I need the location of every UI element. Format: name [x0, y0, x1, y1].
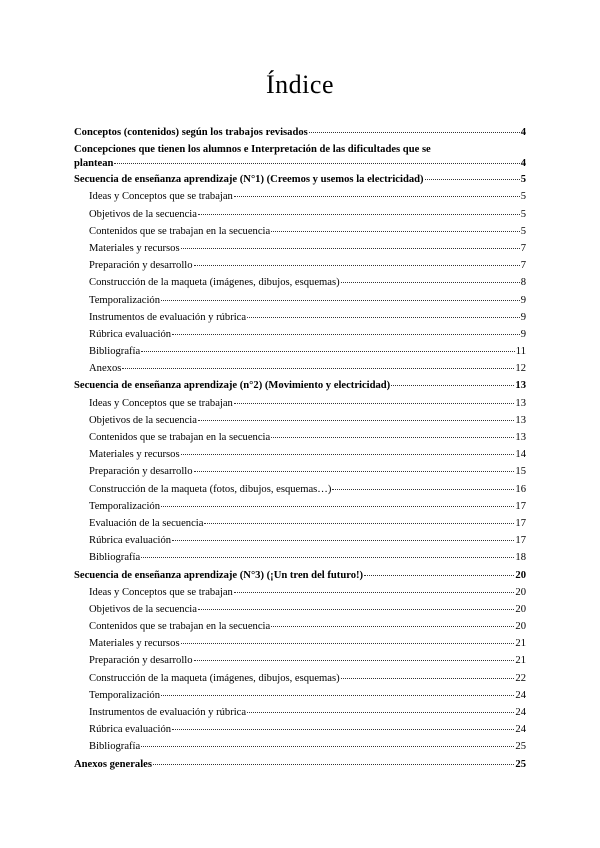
toc-entry[interactable] — [74, 429, 526, 446]
toc-entry-page: 14 — [515, 449, 526, 461]
toc-entry-page: 25 — [515, 758, 526, 770]
toc-entry-page: 7 — [520, 242, 526, 254]
toc-entry-label: Ideas y Conceptos que se trabajan — [89, 586, 233, 598]
toc-entry-label: Objetivos de la secuencia — [89, 603, 197, 615]
toc-entry[interactable] — [74, 141, 526, 171]
dot-leader — [425, 178, 520, 180]
toc-entry-label: Preparación y desarrollo — [89, 466, 193, 478]
toc-entry-label: Construcción de la maqueta (imágenes, dibujos, esquemas) — [89, 277, 340, 289]
toc-entry-page: 5 — [520, 174, 526, 186]
toc-entry-label: Construcción de la maqueta (fotos, dibujos, esquemas…) — [89, 483, 332, 495]
toc-entry[interactable] — [74, 446, 526, 463]
toc-entry-label: Preparación y desarrollo — [89, 260, 193, 272]
toc-entry-page: 21 — [515, 655, 526, 667]
toc-entry-label: Construcción de la maqueta (imágenes, dibujos, esquemas) — [89, 672, 340, 684]
toc-entry-page: 8 — [520, 277, 526, 289]
toc-entry-page: 18 — [515, 552, 526, 564]
dot-leader — [234, 402, 515, 404]
toc-entry[interactable] — [74, 171, 526, 188]
toc-entry-page: 13 — [515, 380, 526, 392]
dot-leader — [161, 694, 514, 696]
dot-leader — [153, 763, 514, 765]
toc-entry-page: 13 — [515, 397, 526, 409]
toc-entry-label: Anexos — [89, 363, 122, 375]
toc-entry-label: Secuencia de enseñanza aprendizaje (n°2) (Movimiento y electricidad) — [74, 380, 391, 392]
toc-entry-page: 12 — [515, 363, 526, 375]
dot-leader — [122, 367, 514, 369]
dot-leader — [172, 539, 514, 541]
toc-entry-label: Contenidos que se trabajan en la secuencia — [89, 621, 271, 633]
dot-leader — [172, 728, 514, 730]
toc-entry-label: Secuencia de enseñanza aprendizaje (N°3) (¡Un tren del futuro!) — [74, 569, 364, 581]
toc-entry-page: 21 — [515, 638, 526, 650]
toc-entry-page: 17 — [515, 535, 526, 547]
toc-entry-page: 20 — [515, 603, 526, 615]
toc-entry[interactable] — [74, 756, 526, 773]
toc-entry-label: Bibliografía — [89, 741, 141, 753]
toc-entry[interactable] — [74, 515, 526, 532]
toc-entry[interactable] — [74, 601, 526, 618]
toc-entry[interactable] — [74, 257, 526, 274]
toc-entry[interactable] — [74, 463, 526, 480]
toc-entry-label: Contenidos que se trabajan en la secuencia — [89, 225, 271, 237]
toc-entry[interactable] — [74, 532, 526, 549]
toc-entry-page: 9 — [520, 294, 526, 306]
toc-entry[interactable] — [74, 309, 526, 326]
toc-entry-page: 24 — [515, 689, 526, 701]
toc-entry[interactable] — [74, 584, 526, 601]
toc-entry-label: Conceptos (contenidos) según los trabajos revisados — [74, 127, 308, 138]
toc-entry-page: 24 — [515, 724, 526, 736]
toc-entry-label: Objetivos de la secuencia — [89, 208, 197, 220]
toc-entry-label: Secuencia de enseñanza aprendizaje (N°1) (Creemos y usemos la electricidad) — [74, 174, 424, 186]
toc-entry-page: 24 — [515, 707, 526, 718]
toc-entry-label: Bibliografía — [89, 552, 141, 564]
toc-entry-page: 5 — [520, 208, 526, 220]
toc-entry-label: Concepciones que tienen los alumnos e Interpretación de las dificultades que se — [74, 144, 431, 156]
dot-leader — [198, 608, 514, 610]
toc-entry-label: Temporalización — [89, 294, 161, 306]
toc-entry-label: Materiales y recursos — [89, 449, 180, 461]
toc-entry[interactable] — [74, 652, 526, 669]
dot-leader — [198, 419, 514, 421]
toc-entry-page: 17 — [515, 517, 526, 529]
toc-entry-label: Objetivos de la secuencia — [89, 414, 197, 426]
dot-leader — [172, 333, 520, 335]
toc-entry-page: 9 — [520, 311, 526, 323]
toc-entry-page: 20 — [515, 621, 526, 633]
dot-leader — [198, 213, 520, 215]
toc-entry[interactable] — [74, 567, 526, 584]
toc-entry[interactable] — [74, 412, 526, 429]
toc-entry[interactable] — [74, 635, 526, 652]
toc-entry[interactable] — [74, 223, 526, 240]
toc-entry-label: Rúbrica evaluación — [89, 535, 172, 547]
dot-leader — [141, 350, 515, 352]
toc-entry-label: Preparación y desarrollo — [89, 655, 193, 667]
toc-entry-page: 5 — [520, 191, 526, 203]
toc-entry-page: 4 — [520, 158, 526, 170]
toc-entry-page: 7 — [520, 260, 526, 272]
toc-entry[interactable] — [74, 738, 526, 755]
toc-entry[interactable] — [74, 481, 526, 498]
dot-leader — [161, 505, 514, 507]
page-title: Índice — [266, 70, 334, 99]
dot-leader — [141, 556, 514, 558]
toc-entry-label: Bibliografía — [89, 346, 141, 358]
toc-entry[interactable] — [74, 360, 526, 377]
toc-entry[interactable] — [74, 188, 526, 205]
dot-leader — [391, 384, 514, 386]
toc-entry[interactable] — [74, 377, 526, 394]
toc-entry-label: Anexos generales — [74, 758, 152, 770]
dot-leader — [271, 230, 520, 232]
dot-leader — [341, 677, 515, 679]
toc-entry-page: 13 — [515, 432, 526, 443]
dot-leader — [114, 162, 519, 164]
toc-entry-page: 15 — [515, 466, 526, 478]
dot-leader — [181, 642, 515, 644]
toc-entry-label: Instrumentos de evaluación y rúbrica — [89, 707, 247, 718]
toc-entry-label: Ideas y Conceptos que se trabajan — [89, 397, 233, 409]
toc-entry-label: Ideas y Conceptos que se trabajan — [89, 191, 233, 203]
toc-entry-label: Materiales y recursos — [89, 242, 180, 254]
dot-leader — [204, 522, 514, 524]
toc-entry-page: 9 — [520, 328, 526, 340]
toc-entry-page: 25 — [515, 741, 526, 753]
table-of-contents — [74, 124, 526, 773]
toc-entry-page: 5 — [520, 225, 526, 237]
dot-leader — [194, 659, 515, 661]
dot-leader — [194, 264, 520, 266]
dot-leader — [271, 436, 514, 438]
dot-leader — [364, 574, 514, 576]
toc-entry-page: 11 — [515, 346, 526, 358]
dot-leader — [194, 470, 515, 472]
dot-leader — [341, 281, 520, 283]
toc-entry-label: Evaluación de la secuencia — [89, 517, 204, 529]
dot-leader — [309, 131, 520, 133]
toc-entry-label: Contenidos que se trabajan en la secuencia — [89, 432, 271, 443]
toc-entry[interactable] — [74, 292, 526, 309]
toc-entry-page: 13 — [515, 414, 526, 426]
toc-entry-label: Materiales y recursos — [89, 638, 180, 650]
toc-entry[interactable] — [74, 206, 526, 223]
dot-leader — [161, 299, 520, 301]
dot-leader — [181, 247, 520, 249]
toc-entry-label: Temporalización — [89, 500, 161, 512]
dot-leader — [271, 625, 514, 627]
toc-entry-label: Instrumentos de evaluación y rúbrica — [89, 311, 247, 323]
dot-leader — [247, 316, 520, 318]
toc-entry-label: Temporalización — [89, 689, 161, 701]
toc-entry-label-continued: plantean — [74, 158, 114, 170]
toc-entry[interactable] — [74, 618, 526, 635]
toc-entry-page: 20 — [515, 569, 526, 581]
dot-leader — [247, 711, 514, 713]
toc-entry[interactable] — [74, 721, 526, 738]
toc-entry[interactable] — [74, 670, 526, 687]
dot-leader — [181, 453, 515, 455]
toc-entry-label: Rúbrica evaluación — [89, 328, 172, 340]
dot-leader — [141, 745, 514, 747]
toc-entry[interactable] — [74, 240, 526, 257]
toc-entry-label: Rúbrica evaluación — [89, 724, 172, 736]
toc-entry[interactable] — [74, 326, 526, 343]
toc-entry[interactable] — [74, 498, 526, 515]
dot-leader — [234, 591, 515, 593]
dot-leader — [234, 195, 520, 197]
toc-entry[interactable] — [74, 343, 526, 360]
toc-entry-page: 16 — [515, 483, 526, 495]
dot-leader — [332, 488, 514, 490]
toc-entry-page: 22 — [515, 672, 526, 684]
toc-entry[interactable] — [74, 687, 526, 704]
toc-entry[interactable] — [74, 704, 526, 721]
toc-entry-page: 4 — [520, 127, 526, 138]
toc-entry[interactable] — [74, 549, 526, 566]
toc-entry[interactable] — [74, 124, 526, 141]
toc-entry-page: 20 — [515, 586, 526, 598]
toc-entry[interactable] — [74, 395, 526, 412]
toc-entry[interactable] — [74, 274, 526, 291]
toc-entry-page: 17 — [515, 500, 526, 512]
